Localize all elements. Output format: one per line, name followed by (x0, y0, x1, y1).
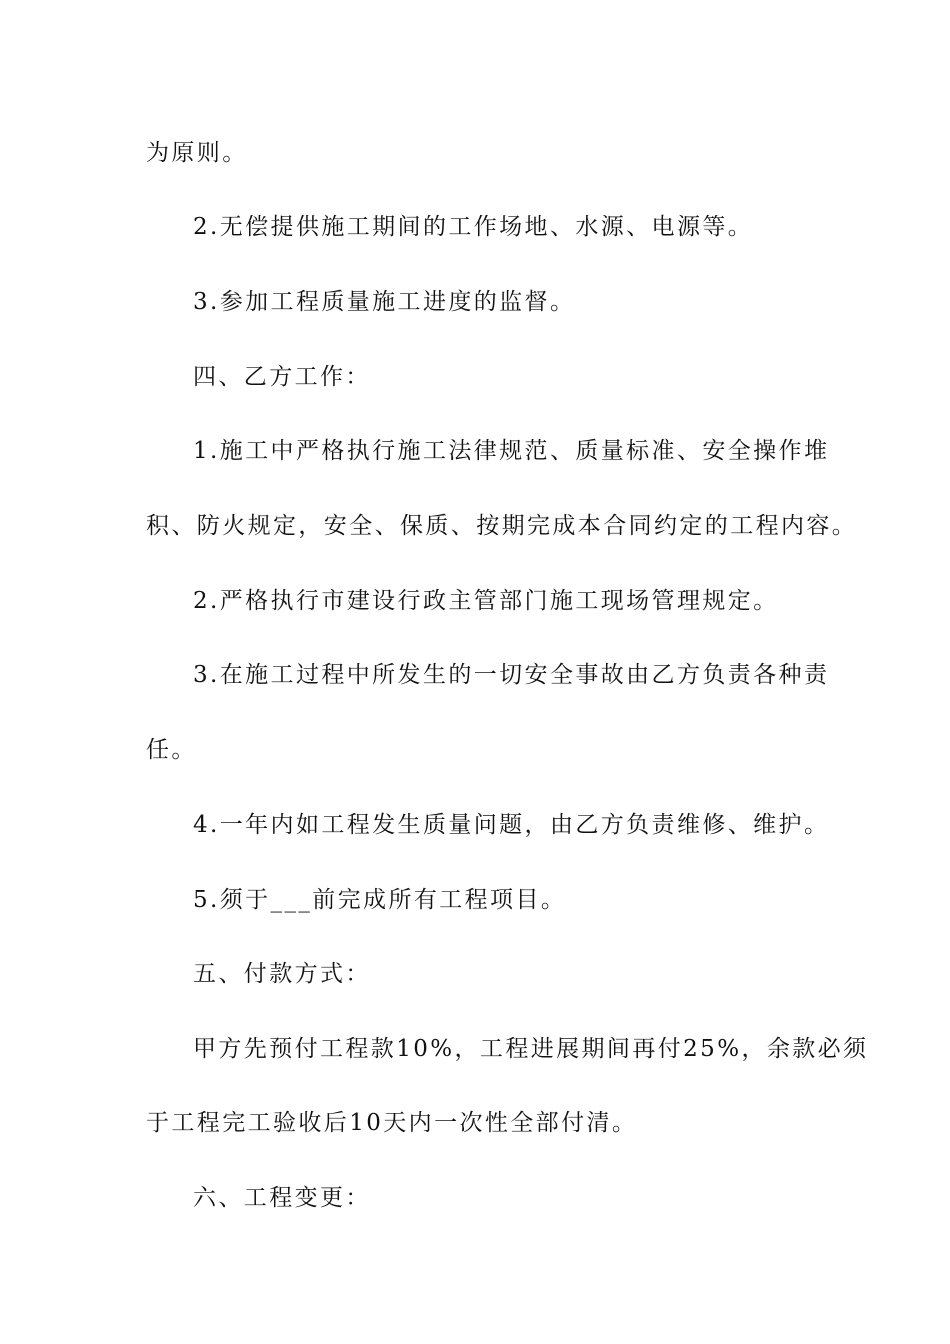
party-b-item-3: 3.在施工过程中所发生的一切安全事故由乙方负责各种责 (193, 662, 830, 688)
party-b-item-1: 1.施工中严格执行施工法律规范、质量标准、安全操作堆 (193, 438, 830, 464)
section-heading-payment: 五、付款方式： (193, 961, 371, 987)
party-b-item-3-continuation: 任。 (146, 737, 197, 763)
payment-paragraph: 甲方先预付工程款10%，工程进展期间再付25%，余款必须 (193, 1036, 869, 1062)
paragraph-continuation: 为原则。 (146, 140, 248, 166)
section-heading-party-b-duties: 四、乙方工作： (193, 364, 371, 390)
payment-paragraph-continuation: 于工程完工验收后10天内一次性全部付清。 (146, 1110, 638, 1136)
section-heading-changes: 六、工程变更： (193, 1185, 371, 1211)
party-b-item-4: 4.一年内如工程发生质量问题，由乙方负责维修、维护。 (193, 812, 830, 838)
party-a-item-3: 3.参加工程质量施工进度的监督。 (193, 289, 576, 315)
party-b-item-1-continuation: 积、防火规定，安全、保质、按期完成本合同约定的工程内容。 (146, 513, 858, 539)
party-b-item-5: 5.须于___前完成所有工程项目。 (193, 887, 567, 913)
party-b-item-2: 2.严格执行市建设行政主管部门施工现场管理规定。 (193, 588, 779, 614)
party-a-item-2: 2.无偿提供施工期间的工作场地、水源、电源等。 (193, 214, 754, 240)
